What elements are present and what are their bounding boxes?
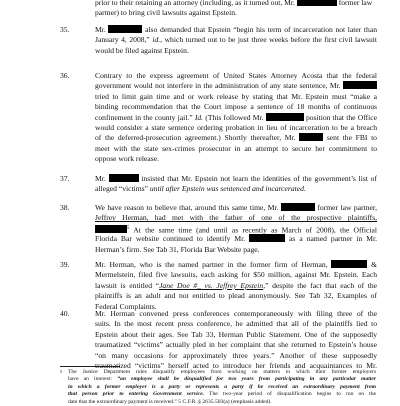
p37-line-2b: until after Epstein was sentenced and incarcerated.	[149, 184, 306, 194]
p40-line-2: suits. In the most recent press conference, he admitted that all of the plaintiffs lied to	[95, 319, 377, 329]
p36-id-cite: Id.	[194, 112, 204, 122]
p38-line-1b: former law partner,	[317, 203, 377, 212]
p39-line-1b: &	[371, 260, 377, 269]
redaction-block	[299, 133, 323, 141]
redaction-block	[249, 234, 285, 242]
p36-line-1: Contrary to the express agreement of United States Attorney Acosta that the federal	[95, 71, 377, 80]
p36-line-6: would consider a state sentence ordering probation in lieu of incarceration to be a breach	[95, 122, 377, 132]
redaction-block	[281, 203, 315, 211]
p40-line-1: Mr. Herman convened press conferences contemporaneously with filing three of the	[95, 309, 377, 318]
cont-line-2: partner) to bring civil lawsuits against Epstein.	[95, 8, 237, 18]
paragraph-number: 39.	[60, 260, 70, 269]
footnote-line-2b: “an employee shall be disqualified for two years from participating in any particular matter	[117, 376, 377, 383]
p37-line-2a: alleged “victims”	[95, 184, 148, 194]
p35-line-1b: also demanded that Epstein “begin his term of incarceration not later than	[145, 25, 378, 34]
redaction-block	[109, 174, 139, 182]
p36-line-5d: position that the Office	[305, 112, 377, 122]
p38-line-4b: as a named partner in Mr.	[289, 234, 377, 244]
cont-line-1b: former law	[338, 0, 373, 7]
p38-line-3b: At the same time (and until as recently as March of 2008), the Official	[133, 225, 377, 235]
cont-line-1a: prior to their retaining an attorney (including, as it turned out, Mr.	[95, 0, 295, 7]
p36-line-9: oppose work release.	[95, 154, 159, 164]
p35-line-1a: Mr.	[95, 25, 106, 34]
footnote-line-3: in which a former employer is a party or represents a party if he received an extraordinary payment from	[68, 383, 376, 390]
paragraph-number: 37.	[60, 174, 70, 183]
p36-line-8: meet with the state sex-crimes prosecutor in an attempt to secure her commitment to	[95, 143, 377, 153]
redaction-block	[95, 225, 127, 233]
paragraph-number: 38.	[60, 203, 70, 212]
p39-line-3a: lawsuit is entitled “	[95, 280, 160, 290]
footnote-line-1: The Justice Department rules disqualify employees from working on matters in which their former employers	[68, 369, 376, 375]
p39-case-title: Jane Doe #_ vs. Jeffrey Epstein	[159, 280, 264, 290]
redaction-block	[331, 260, 367, 268]
footnote-line-4a: that person prior to entering Government service.	[68, 391, 205, 398]
footnote-line-5: date that the extraordinary payment is received.” 5 C.F.R. § 2635.503(a) (emphasis added).	[68, 398, 272, 405]
p39-line-2: Mermelstein, filed five lawsuits, each asking for $50 million, against Mr. Epstein. Each	[95, 270, 377, 280]
p36-line-3: tried to limit gain time and or work release by stating that Mr. Epstein must “make a	[95, 91, 377, 101]
p38-line-4a: Florida Bar website continued to identify Mr.	[95, 234, 246, 244]
footnote-ref-5: 5	[127, 225, 130, 231]
p36-line-4: binding recommendation that the Court impose a sentence of 18 months of continuous	[95, 102, 377, 112]
p36-line-5a: confinement in the county jail.”	[95, 112, 193, 122]
p35-id-cite: id.	[152, 35, 161, 45]
p39-line-1a: Mr. Herman, who is the named partner in the former firm of Herman,	[95, 260, 328, 269]
p35-line-3: would be filed against Epstein.	[95, 45, 189, 55]
redaction-block	[297, 0, 337, 6]
paragraph-number: 35.	[60, 25, 70, 34]
p38-line-5: Herman’s firm. See Tab 31, Florida Bar Website page.	[95, 244, 260, 254]
p37-line-1a: Mr.	[95, 174, 106, 183]
paragraph-number: 40.	[60, 309, 70, 318]
p36-line-7b: sent the FBI to	[326, 133, 377, 143]
footnote-number: 5	[60, 369, 63, 374]
paragraph-number: 36.	[60, 71, 70, 80]
p35-line-2a: January 4, 2008,”	[95, 35, 150, 45]
footnote-line-2a: have an interest:	[68, 376, 113, 383]
redaction-block	[108, 25, 142, 33]
p36-line-5c: (This followed Mr.	[205, 112, 264, 122]
p40-line-5: “on many occasions for approximately three years.” Another of these supposedly	[95, 350, 377, 360]
p35-line-2c: , which turned out to be just three weeks before the first civil lawsuit	[160, 35, 377, 45]
footnote-divider	[60, 366, 120, 367]
p40-line-3: Epstein about their ages. See Tab 33, Herman Public Statement. One of the supposedly	[95, 329, 377, 339]
continuation-text	[95, 0, 375, 19]
p40-line-6: traumatized “victims” herself acted to introduce her friends and acquaintances to Mr.	[95, 360, 377, 370]
p39-line-3c: ,” despite the fact that each of the	[263, 280, 378, 290]
p40-line-4: traumatized “victims” actually pled in her complaint that she returned to Epstein’s house	[95, 340, 377, 350]
footnote-line-4b: The two-year period of disqualification begins to run on the	[209, 391, 376, 398]
p39-line-5: Federal Complaints.	[95, 301, 157, 311]
p37-line-1b: insisted that Mr. Epstein not learn the identities of the government’s list of	[141, 174, 377, 183]
p39-line-4: plaintiffs is an adult and not entitled to plead anonymously. See Tab 32, Examples of	[95, 291, 377, 301]
redaction-block	[266, 113, 304, 121]
p38-line-1a: We have reason to believe that, around this same time, Mr.	[95, 203, 279, 212]
redaction-block	[343, 81, 377, 89]
p38-line-2a: Jeffrey Herman, had met with the father of one of the prospective plaintiffs,	[95, 213, 377, 223]
p36-line-2: government would not interfere in the administration of any state sentence, Mr.	[95, 81, 341, 91]
p36-line-7a: of the deferred-prosecution agreement.) Shortly thereafter, Mr.	[95, 133, 296, 143]
